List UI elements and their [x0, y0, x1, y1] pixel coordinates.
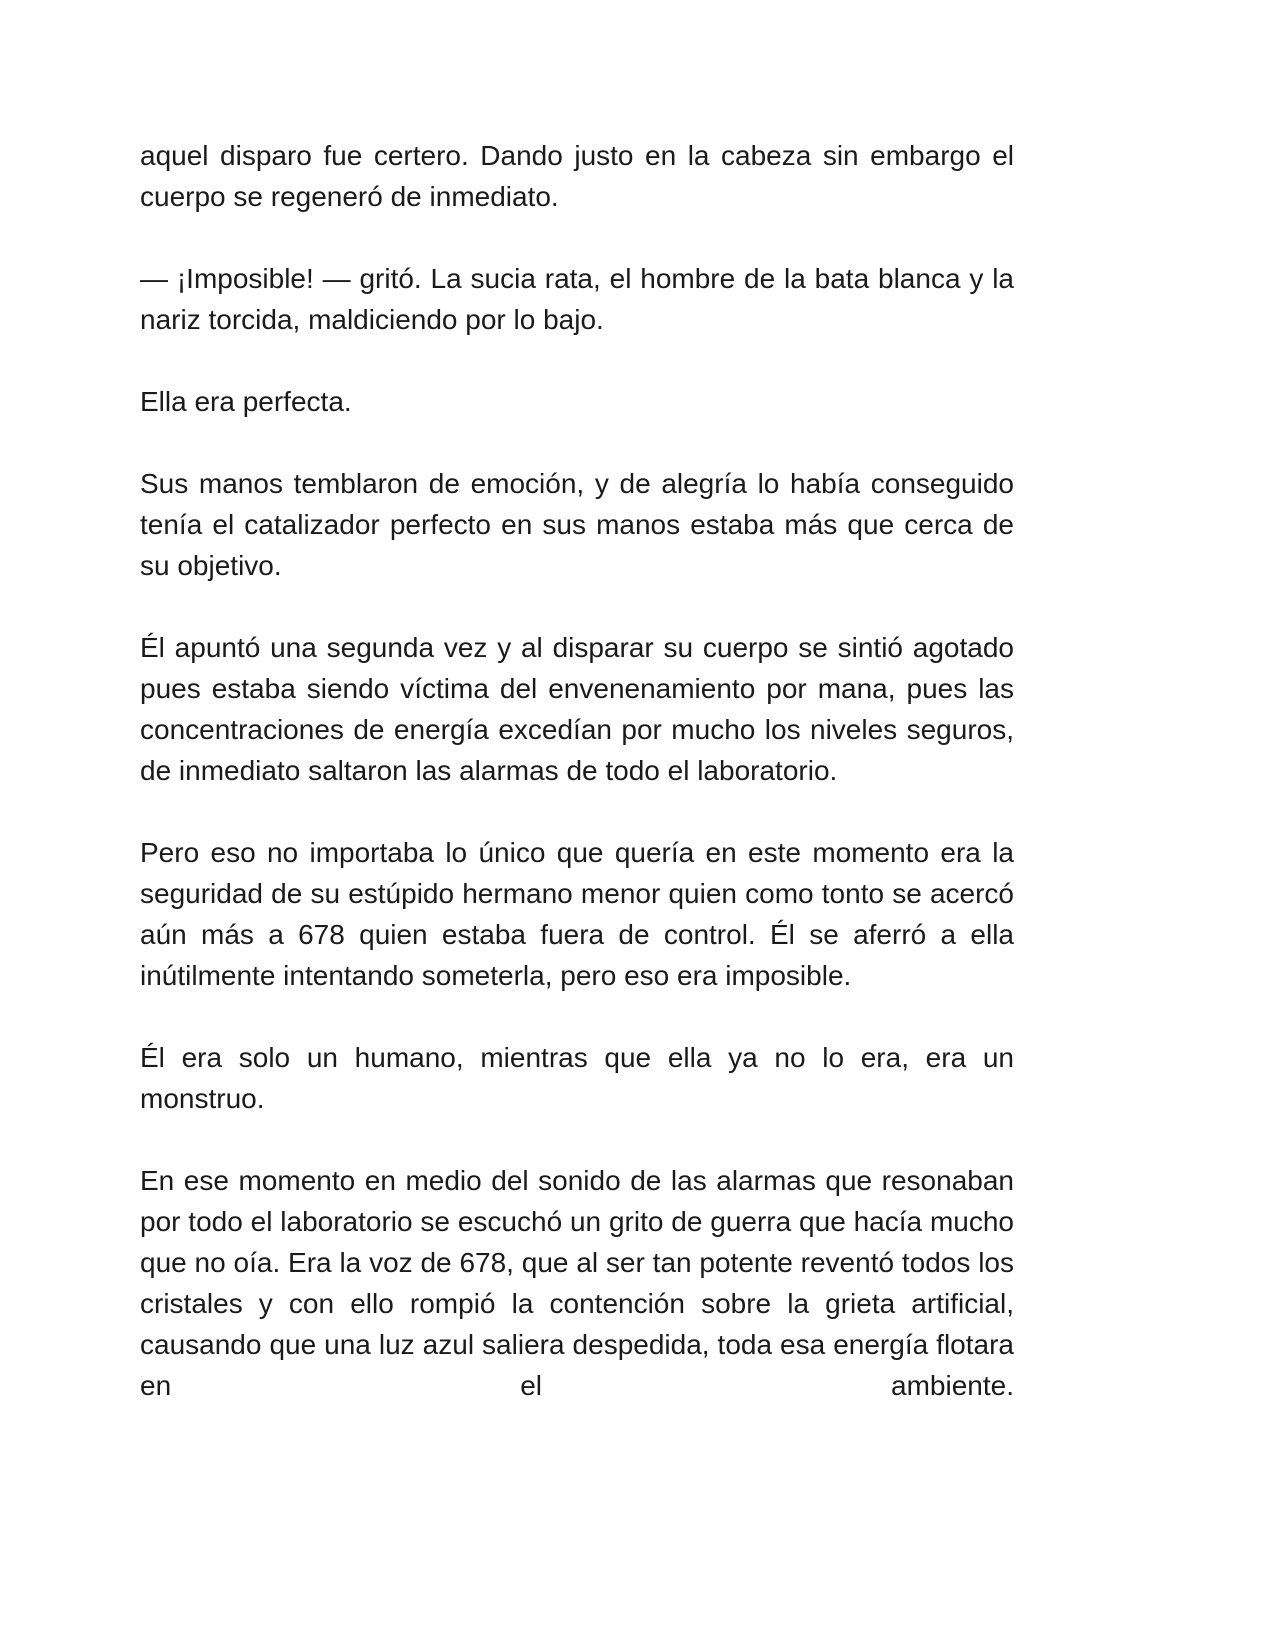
paragraph-1: aquel disparo fue certero. Dando justo en la cabeza sin embargo el cuerpo se regeneró de inmediato.: [140, 140, 1014, 212]
paragraph-7: Él era solo un humano, mientras que ella ya no lo era, era un monstruo.: [140, 1042, 1014, 1114]
paragraph-6: Pero eso no importaba lo único que quería en este momento era la seguridad de su estúpido hermano menor quien como tonto se acercó aún más a 678 quien estaba fuera de control. Él se aferró a ella inútilmente intentando someterla, pero eso era imposible.: [140, 837, 1014, 991]
document-page: [140, 135, 1014, 1406]
paragraph-2: — ¡Imposible! — gritó. La sucia rata, el hombre de la bata blanca y la nariz torcida, maldiciendo por lo bajo.: [140, 263, 1014, 335]
paragraph-5: Él apuntó una segunda vez y al disparar su cuerpo se sintió agotado pues estaba siendo víctima del envenenamiento por mana, pues las concentraciones de energía excedían por mucho los niveles seguros, de inmediato saltaron las alarmas de todo el laboratorio.: [140, 632, 1014, 786]
paragraph-8: En ese momento en medio del sonido de las alarmas que resonaban por todo el laboratorio se escuchó un grito de guerra que hacía mucho que no oía. Era la voz de 678, que al ser tan potente reventó todos los cristales y con ello rompió la contención sobre la grieta artificial, causando que una luz azul saliera despedida, toda esa energía flotara en el ambiente.: [140, 1165, 1014, 1401]
paragraph-3: Ella era perfecta.: [140, 386, 352, 417]
paragraph-4: Sus manos temblaron de emoción, y de alegría lo había conseguido tenía el catalizador perfecto en sus manos estaba más que cerca de su objetivo.: [140, 468, 1014, 581]
